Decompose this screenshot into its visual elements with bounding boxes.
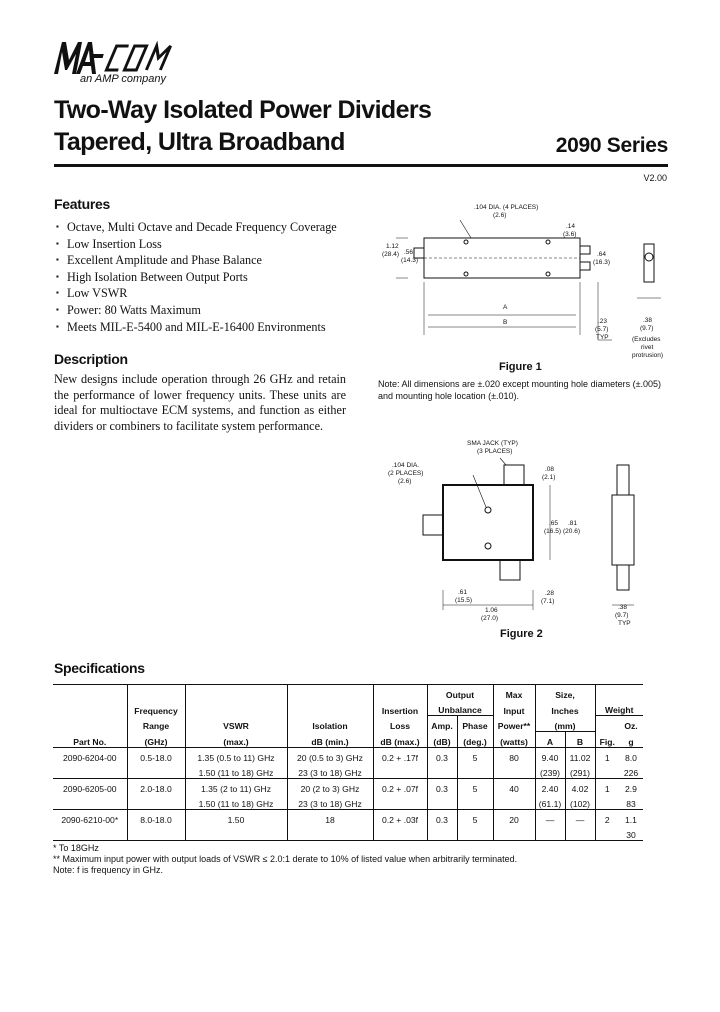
cell-power: 40 xyxy=(493,778,535,794)
cell-size-a: 9.40 xyxy=(535,747,565,763)
description-heading: Description xyxy=(54,351,128,367)
footnote-2: ** Maximum input power with output loads of VSWR ≤ 2.0:1 derate to 10% of listed value when arbitrarily terminated. xyxy=(53,854,518,864)
feature-item: ▪ Meets MIL-E-5400 and MIL-E-16400 Environments xyxy=(54,319,337,336)
col-header-weight: Weight xyxy=(595,700,643,716)
col-header-inches: Inches xyxy=(535,700,595,716)
fig1-center-label: .56 xyxy=(404,249,414,256)
feature-item: ▪ Power: 80 Watts Maximum xyxy=(54,302,337,319)
series-label: 2090 Series xyxy=(555,134,668,157)
cell-amp: 0.3 xyxy=(427,778,457,794)
sma-left xyxy=(423,515,443,535)
cell-isolation: 20 (2 to 3) GHz xyxy=(287,778,373,794)
cell-part: 2090-6205-00 xyxy=(62,783,117,794)
cell-loss: 0.2 + .17f xyxy=(373,747,427,763)
figure-1-note: Note: All dimensions are ±.020 except mounting hole diameters (±.005) and mounting hole location (±.010). xyxy=(378,379,662,401)
cell-isolation: 20 (0.5 to 3) GHz xyxy=(287,747,373,763)
col-header-mm: (mm) xyxy=(535,716,595,732)
fig2-sma-count: (3 PLACES) xyxy=(477,448,513,455)
fig2-side-label: .38 xyxy=(618,604,628,611)
cell-oz: 2.9 xyxy=(625,783,637,794)
fig1-dim-b: B xyxy=(503,319,508,326)
col-header-loss: Loss xyxy=(373,716,427,732)
cell-freq: 0.5-18.0 xyxy=(127,747,185,763)
col-header-output: Output xyxy=(427,685,493,701)
cell-size-a: 2.40 xyxy=(535,778,565,794)
cell-power: 20 xyxy=(493,809,535,825)
cell-oz: 8.0 xyxy=(625,752,637,763)
cell-part: 2090-6210-00* xyxy=(61,814,119,825)
table-row xyxy=(53,778,643,794)
fig1-side-mm: (9.7) xyxy=(640,325,654,332)
specifications-table xyxy=(53,684,643,841)
cell-amp: 0.3 xyxy=(427,747,457,763)
col-header-loss-max: dB (max.) xyxy=(373,731,427,747)
fig2-hole-mm: (2.6) xyxy=(398,478,412,485)
col-header-ghz: (GHz) xyxy=(127,731,185,747)
sma-bottom xyxy=(500,560,520,580)
logo-tagline: an AMP company xyxy=(80,73,167,85)
fig1-height-mm: (28.4) xyxy=(382,251,399,258)
cell-phase: 5 xyxy=(457,778,493,794)
page-title-line-2: Tapered, Ultra Broadband xyxy=(54,128,345,156)
col-header-max: Max xyxy=(493,685,535,701)
col-header-size: Size, xyxy=(535,685,595,701)
col-header-vswr: VSWR xyxy=(185,716,287,732)
fig1-center-mm: (14.3) xyxy=(401,257,418,264)
feature-item: ▪ Octave, Multi Octave and Decade Frequency Coverage xyxy=(54,219,337,236)
fig2-bottom-mm: (7.1) xyxy=(541,598,555,605)
cell-size-b: 4.02 xyxy=(565,778,595,794)
cell-vswr: 1.50 (11 to 18) GHz xyxy=(185,794,287,810)
col-header-part-no: Part No. xyxy=(53,731,127,747)
table-row xyxy=(53,763,643,779)
cell-loss: 0.2 + .03f xyxy=(373,809,427,825)
col-header-frequency: Frequency xyxy=(127,700,185,716)
figure-1-drawing xyxy=(376,200,676,365)
cell-vswr: 1.35 (0.5 to 11) GHz xyxy=(185,747,287,763)
col-header-power: Power** xyxy=(493,716,535,732)
fig1-top-label: .14 xyxy=(566,223,576,230)
col-header-fig: Fig. xyxy=(595,731,619,747)
fig1-hole-dia-label: .104 DIA. (4 PLACES) xyxy=(474,204,539,211)
side-view-outline xyxy=(644,244,654,282)
cell-size-a-mm: (239) xyxy=(535,763,565,779)
col-header-phase-unit: (deg.) xyxy=(457,731,493,747)
fig2-side-mm: (9.7) xyxy=(615,612,629,619)
description-text: New designs include operation through 26 GHz and retain the performance of lower frequency units. These units are ideal for multioctave ECM systems, and function as either dividers or combiners to facilitate system performance. xyxy=(54,372,346,433)
fig1-hole-dia-mm: (2.6) xyxy=(493,212,507,219)
cell-amp: 0.3 xyxy=(427,809,457,825)
cell-vswr: 1.50 xyxy=(185,809,287,825)
table-row xyxy=(53,809,643,825)
cell-size-b-mm: (291) xyxy=(565,763,595,779)
col-header-watts: (watts) xyxy=(493,731,535,747)
fig2-hole-label: .104 DIA. xyxy=(392,462,420,469)
fig2-left-mm: (15.5) xyxy=(455,597,472,604)
col-header-vswr-max: (max.) xyxy=(185,731,287,747)
fig1-excludes-1: (Excludes xyxy=(632,336,661,343)
cell-size-b: — xyxy=(565,809,595,825)
fig1-side-label: .38 xyxy=(643,317,653,324)
cell-g: 83 xyxy=(619,794,643,810)
col-header-unbalance: Unbalance xyxy=(427,700,493,716)
cell-g: 226 xyxy=(619,763,643,779)
fig2-mid1-mm: (16.5) xyxy=(544,528,561,535)
fig2-mid2-label: .81 xyxy=(568,520,578,527)
side-view-body xyxy=(612,495,634,565)
fig2-bottom-label: .28 xyxy=(545,590,555,597)
col-header-amp-unit: (dB) xyxy=(427,731,457,747)
cell-vswr: 1.35 (2 to 11) GHz xyxy=(185,778,287,794)
fig1-right-label: .64 xyxy=(597,251,607,258)
features-heading: Features xyxy=(54,196,110,212)
figure-2-caption: Figure 2 xyxy=(500,628,543,640)
cell-size-a-mm: (61.1) xyxy=(535,794,565,810)
cell-size-b: 11.02 xyxy=(565,747,595,763)
col-header-a: A xyxy=(535,731,565,747)
feature-item: ▪ Low Insertion Loss xyxy=(54,236,337,253)
figure-2-drawing xyxy=(400,440,660,625)
footnote-3: Note: f is frequency in GHz. xyxy=(53,865,164,875)
fig1-dim-a: A xyxy=(503,304,508,311)
feature-item: ▪ Low VSWR xyxy=(54,285,337,302)
col-header-oz: Oz. xyxy=(624,721,638,731)
col-header-range: Range xyxy=(127,716,185,732)
feature-item: ▪ High Isolation Between Output Ports xyxy=(54,269,337,286)
feature-item: ▪ Excellent Amplitude and Phase Balance xyxy=(54,252,337,269)
page-title-line-1: Two-Way Isolated Power Dividers xyxy=(54,96,432,124)
fig2-top-label: .08 xyxy=(545,466,555,473)
fig2-width-label: 1.06 xyxy=(485,607,498,614)
cell-isolation: 23 (3 to 18) GHz xyxy=(287,794,373,810)
table-row xyxy=(53,825,643,841)
fig2-sma-label: SMA JACK (TYP) xyxy=(467,440,518,447)
col-header-input: Input xyxy=(493,700,535,716)
cell-power: 80 xyxy=(493,747,535,763)
table-row xyxy=(53,794,643,810)
cell-fig: 1 xyxy=(595,778,619,794)
sma-top-left xyxy=(504,465,524,485)
fig1-bottom-mm: (5.7) xyxy=(595,326,609,333)
cell-fig: 1 xyxy=(595,747,619,763)
cell-isolation: 23 (3 to 18) GHz xyxy=(287,763,373,779)
cell-freq: 2.0-18.0 xyxy=(127,778,185,794)
cell-size-b-mm: (102) xyxy=(565,794,595,810)
cell-g: 30 xyxy=(619,825,643,841)
cell-isolation: 18 xyxy=(287,809,373,825)
fig2-width-mm: (27.0) xyxy=(481,615,498,622)
cell-loss: 0.2 + .07f xyxy=(373,778,427,794)
fig1-typ: TYP xyxy=(596,334,609,341)
version-label: V2.00 xyxy=(643,173,667,183)
cell-phase: 5 xyxy=(457,809,493,825)
features-list xyxy=(54,219,337,335)
fig2-mid2-mm: (20.6) xyxy=(563,528,580,535)
fig2-mid1-label: .65 xyxy=(549,520,559,527)
cell-phase: 5 xyxy=(457,747,493,763)
footnote-1: * To 18GHz xyxy=(53,843,99,853)
table-row xyxy=(53,747,643,763)
col-header-g: g xyxy=(619,731,643,747)
fig1-bottom-label: .23 xyxy=(598,318,608,325)
cell-size-a: — xyxy=(535,809,565,825)
fig1-height-label: 1.12 xyxy=(386,243,399,250)
col-header-phase: Phase xyxy=(457,716,493,732)
col-header-amp: Amp. xyxy=(427,716,457,732)
specifications-heading: Specifications xyxy=(54,660,145,676)
header-divider xyxy=(54,164,668,167)
fig2-typ: TYP xyxy=(618,620,631,627)
fig1-right-mm: (16.3) xyxy=(593,259,610,266)
cell-oz: 1.1 xyxy=(625,814,637,825)
fig2-top-mm: (2.1) xyxy=(542,474,556,481)
cell-freq: 8.0-18.0 xyxy=(127,809,185,825)
fig2-left-label: .61 xyxy=(458,589,468,596)
fig2-hole-count: (2 PLACES) xyxy=(388,470,424,477)
col-header-isolation: Isolation xyxy=(287,716,373,732)
cell-fig: 2 xyxy=(595,809,619,825)
col-header-insertion: Insertion xyxy=(373,700,427,716)
fig1-top-mm: (3.6) xyxy=(563,231,577,238)
fig1-excludes-2: rivet xyxy=(641,344,654,351)
col-header-iso-min: dB (min.) xyxy=(287,731,373,747)
fig1-excludes-3: protrusion) xyxy=(632,352,664,359)
cell-part: 2090-6204-00 xyxy=(62,752,117,763)
figure-1-caption: Figure 1 xyxy=(499,361,542,373)
cell-vswr: 1.50 (11 to 18) GHz xyxy=(185,763,287,779)
col-header-b: B xyxy=(565,731,595,747)
